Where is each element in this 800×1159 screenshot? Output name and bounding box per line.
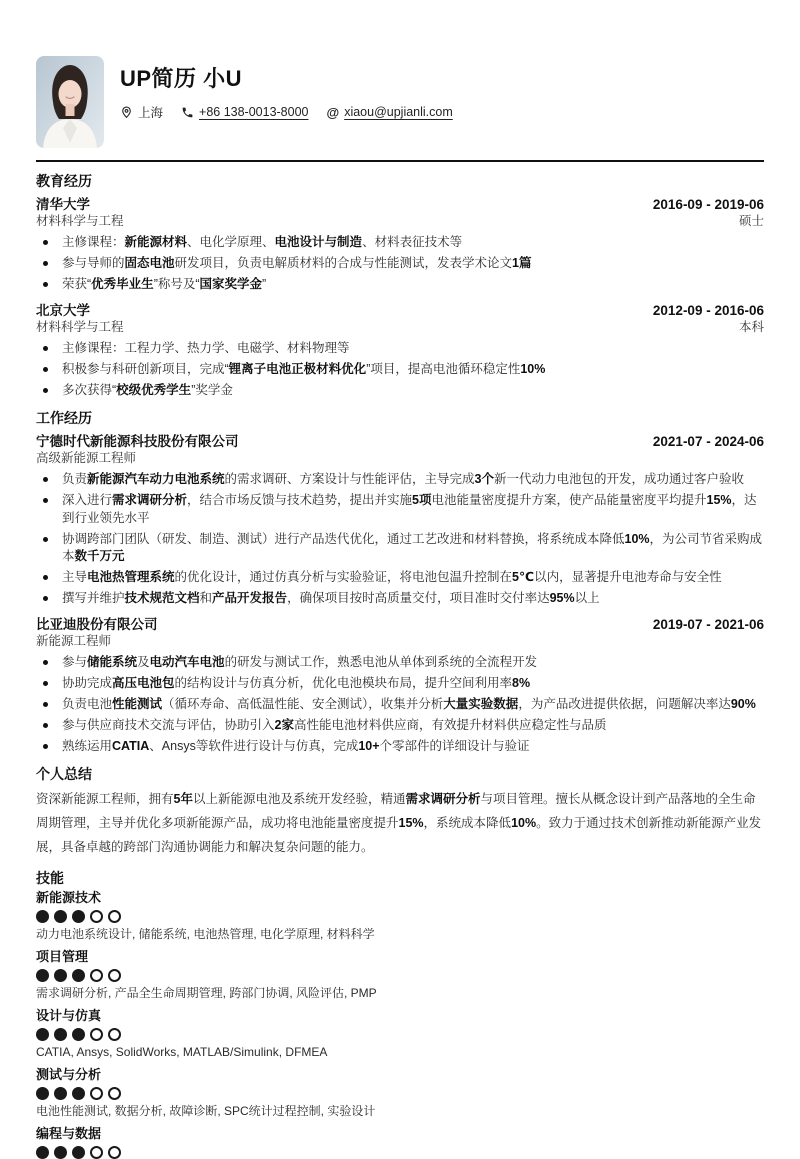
bullet-text: 负责电池性能测试（循环寿命、高低温性能、安全测试），收集并分析大量实验数据，为产品改进提供依据，问题解决率达90% bbox=[62, 696, 756, 711]
bullet-list bbox=[36, 340, 764, 400]
education-title: 教育经历 bbox=[36, 173, 92, 189]
bullet-text: 多次获得“校级优秀学生”奖学金 bbox=[62, 382, 233, 397]
skills-groups bbox=[36, 890, 764, 1159]
skill-dot-filled-icon bbox=[72, 910, 85, 923]
summary-title: 个人总结 bbox=[36, 766, 92, 782]
bullet-item bbox=[36, 276, 764, 294]
skill-dot-empty-icon bbox=[90, 969, 103, 982]
location-text: 上海 bbox=[138, 106, 164, 120]
bullet-text: 参与导师的固态电池研发项目，负责电解质材料的合成与性能测试，发表学术论文1篇 bbox=[62, 256, 532, 270]
bullet-item bbox=[36, 675, 764, 693]
skill-level-dots bbox=[36, 1028, 764, 1041]
bullet-dot-icon bbox=[43, 367, 48, 372]
work-entry bbox=[36, 617, 764, 756]
work-entries bbox=[36, 434, 764, 755]
bullet-text: 主导电池热管理系统的优化设计，通过仿真分析与实验验证，将电池包温升控制在5℃以内，显著提升电池寿命与安全性 bbox=[62, 570, 722, 584]
skill-name: 新能源技术 bbox=[36, 890, 102, 905]
skill-name: 项目管理 bbox=[36, 949, 89, 964]
skill-group bbox=[36, 1126, 764, 1159]
skill-desc: 需求调研分析, 产品全生命周期管理, 跨部门协调, 风险评估, PMP bbox=[36, 986, 377, 1000]
skill-dot-empty-icon bbox=[90, 1028, 103, 1041]
bullet-item bbox=[36, 738, 764, 756]
skill-dot-filled-icon bbox=[72, 969, 85, 982]
skill-level-dots bbox=[36, 969, 764, 982]
skill-desc: 电池性能测试, 数据分析, 故障诊断, SPC统计过程控制, 实验设计 bbox=[36, 1104, 376, 1118]
skill-dot-empty-icon bbox=[108, 1028, 121, 1041]
bullet-dot-icon bbox=[43, 346, 48, 351]
bullet-item bbox=[36, 590, 764, 608]
skill-dot-filled-icon bbox=[72, 1028, 85, 1041]
bullet-item bbox=[36, 492, 764, 527]
bullet-dot-icon bbox=[43, 477, 48, 482]
education-entry bbox=[36, 303, 764, 400]
degree: 硕士 bbox=[738, 214, 764, 228]
at-icon: @ bbox=[326, 104, 340, 120]
bullet-text: 深入进行需求调研分析，结合市场反馈与技术趋势，提出并实施5项电池能量密度提升方案，使产品能量密度平均提升15%，达到行业领先水平 bbox=[62, 493, 757, 525]
email-link[interactable]: xiaou@upjianli.com bbox=[344, 105, 453, 119]
bullet-text: 熟练运用CATIA、Ansys等软件进行设计与仿真，完成10+个零部件的详细设计与验证 bbox=[62, 738, 530, 753]
bullet-dot-icon bbox=[43, 744, 48, 749]
date-range: 2012-09 - 2016-06 bbox=[652, 302, 764, 318]
skill-group bbox=[36, 890, 764, 941]
skill-dot-filled-icon bbox=[54, 969, 67, 982]
location-pin-icon bbox=[120, 106, 133, 119]
bullet-item bbox=[36, 340, 764, 358]
bullet-dot-icon bbox=[43, 240, 48, 245]
bullet-text: 主修课程：工程力学、热力学、电磁学、材料物理等 bbox=[62, 340, 350, 355]
job-title: 高级新能源工程师 bbox=[36, 451, 137, 465]
bullet-text: 协助完成高压电池包的结构设计与仿真分析，优化电池模块布局，提升空间利用率8% bbox=[62, 675, 531, 690]
phone-icon bbox=[181, 106, 194, 119]
bullet-item bbox=[36, 569, 764, 587]
skill-dot-empty-icon bbox=[108, 1146, 121, 1159]
summary-section bbox=[36, 766, 764, 859]
skill-name: 设计与仿真 bbox=[36, 1008, 102, 1023]
entry-head bbox=[36, 303, 764, 319]
contact-row bbox=[120, 103, 453, 121]
entry-subhead bbox=[36, 214, 764, 229]
skill-name: 测试与分析 bbox=[36, 1067, 102, 1082]
phone-item bbox=[181, 105, 308, 119]
bullet-text: 荣获“优秀毕业生”称号及“国家奖学金” bbox=[62, 277, 267, 291]
education-entries bbox=[36, 197, 764, 399]
bullet-list bbox=[36, 654, 764, 756]
company-name: 宁德时代新能源科技股份有限公司 bbox=[36, 434, 239, 449]
summary-text: 资深新能源工程师，拥有5年以上新能源电池及系统开发经验，精通需求调研分析与项目管理。擅长从概念设计到产品落地的全生命周期管理，主导并优化多项新能源产品，成功将电池能量密度提升15%，系统成本降低10%。致力于通过技术创新推动新能源产业发展，具备卓越的跨部门沟通协调能力和解决复杂问题的能力。 bbox=[36, 792, 762, 854]
school-name: 北京大学 bbox=[36, 302, 90, 318]
skill-dot-filled-icon bbox=[54, 1087, 67, 1100]
skill-dot-filled-icon bbox=[54, 910, 67, 923]
bullet-dot-icon bbox=[43, 702, 48, 707]
bullet-item bbox=[36, 471, 764, 489]
degree: 本科 bbox=[738, 319, 764, 334]
bullet-text: 负责新能源汽车动力电池系统的需求调研、方案设计与性能评估，主导完成3个新一代动力电池包的开发，成功通过客户验收 bbox=[62, 472, 745, 486]
bullet-dot-icon bbox=[43, 537, 48, 542]
date-range: 2016-09 - 2019-06 bbox=[652, 197, 764, 212]
skill-dot-empty-icon bbox=[108, 1087, 121, 1100]
bullet-item bbox=[36, 234, 764, 252]
skill-dot-filled-icon bbox=[36, 1028, 49, 1041]
bullet-list bbox=[36, 234, 764, 294]
bullet-item bbox=[36, 654, 764, 672]
skill-dot-empty-icon bbox=[90, 1087, 103, 1100]
entry-head bbox=[36, 197, 764, 213]
bullet-text: 积极参与科研创新项目，完成“锂离子电池正极材料优化”项目，提高电池循环稳定性10% bbox=[62, 361, 546, 376]
company-name: 比亚迪股份有限公司 bbox=[36, 616, 158, 632]
date-range: 2021-07 - 2024-06 bbox=[652, 434, 764, 449]
location-item bbox=[120, 103, 163, 121]
skill-level-dots bbox=[36, 1146, 764, 1159]
date-range: 2019-07 - 2021-06 bbox=[652, 616, 764, 632]
bullet-dot-icon bbox=[43, 660, 48, 665]
bullet-item bbox=[36, 531, 764, 566]
skill-level-dots bbox=[36, 910, 764, 923]
bullet-dot-icon bbox=[43, 388, 48, 393]
entry-subhead bbox=[36, 634, 764, 649]
bullet-text: 主修课程：新能源材料、电化学原理、电池设计与制造、材料表征技术等 bbox=[62, 235, 463, 249]
major: 材料科学与工程 bbox=[36, 214, 124, 228]
profile-photo-illustration bbox=[36, 56, 104, 148]
skill-desc: CATIA, Ansys, SolidWorks, MATLAB/Simulink, DFMEA bbox=[36, 1045, 328, 1059]
header-info bbox=[120, 56, 453, 148]
major: 材料科学与工程 bbox=[36, 319, 124, 334]
school-name: 清华大学 bbox=[36, 197, 90, 212]
skill-dot-filled-icon bbox=[54, 1146, 67, 1159]
skill-dot-filled-icon bbox=[54, 1028, 67, 1041]
bullet-list bbox=[36, 471, 764, 608]
email-item bbox=[327, 105, 453, 119]
skill-group bbox=[36, 1008, 764, 1059]
skill-dot-empty-icon bbox=[90, 1146, 103, 1159]
education-section bbox=[36, 173, 764, 399]
skill-name: 编程与数据 bbox=[36, 1126, 102, 1141]
entry-subhead bbox=[36, 320, 764, 335]
header-divider bbox=[36, 160, 764, 162]
bullet-dot-icon bbox=[43, 681, 48, 686]
skill-dot-empty-icon bbox=[108, 969, 121, 982]
bullet-item bbox=[36, 361, 764, 379]
bullet-dot-icon bbox=[43, 261, 48, 266]
skills-section bbox=[36, 870, 764, 1159]
entry-subhead bbox=[36, 451, 764, 466]
skill-dot-filled-icon bbox=[72, 1087, 85, 1100]
bullet-item bbox=[36, 717, 764, 735]
bullet-dot-icon bbox=[43, 723, 48, 728]
skill-group bbox=[36, 1067, 764, 1118]
bullet-text: 参与储能系统及电动汽车电池的研发与测试工作，熟悉电池从单体到系统的全流程开发 bbox=[62, 654, 538, 669]
profile-photo bbox=[36, 56, 104, 148]
skill-dot-empty-icon bbox=[108, 910, 121, 923]
skill-dot-empty-icon bbox=[90, 910, 103, 923]
skill-dot-filled-icon bbox=[36, 1087, 49, 1100]
bullet-text: 协调跨部门团队（研发、制造、测试）进行产品迭代优化，通过工艺改进和材料替换，将系统成本降低10%，为公司节省采购成本数千万元 bbox=[62, 531, 763, 563]
bullet-text: 参与供应商技术交流与评估，协助引入2家高性能电池材料供应商，有效提升材料供应稳定性与品质 bbox=[62, 717, 607, 732]
bullet-item bbox=[36, 382, 764, 400]
candidate-name: UP简历 小U bbox=[120, 66, 243, 91]
skill-dot-filled-icon bbox=[36, 910, 49, 923]
skill-dot-filled-icon bbox=[36, 1146, 49, 1159]
skill-desc: 动力电池系统设计, 储能系统, 电池热管理, 电化学原理, 材料科学 bbox=[36, 927, 375, 941]
skill-group bbox=[36, 949, 764, 1000]
work-section bbox=[36, 410, 764, 755]
phone-link[interactable]: +86 138-0013-8000 bbox=[199, 105, 309, 119]
work-title: 工作经历 bbox=[36, 410, 92, 426]
bullet-dot-icon bbox=[43, 498, 48, 503]
work-entry bbox=[36, 434, 764, 608]
entry-head bbox=[36, 434, 764, 450]
skill-dot-filled-icon bbox=[36, 969, 49, 982]
resume-header bbox=[36, 56, 764, 148]
bullet-dot-icon bbox=[43, 282, 48, 287]
bullet-dot-icon bbox=[43, 575, 48, 580]
job-title: 新能源工程师 bbox=[36, 633, 112, 648]
skill-dot-filled-icon bbox=[72, 1146, 85, 1159]
bullet-dot-icon bbox=[43, 596, 48, 601]
skills-title: 技能 bbox=[36, 870, 64, 886]
bullet-item bbox=[36, 696, 764, 714]
education-entry bbox=[36, 197, 764, 294]
skill-level-dots bbox=[36, 1087, 764, 1100]
entry-head bbox=[36, 617, 764, 633]
bullet-item bbox=[36, 255, 764, 273]
bullet-text: 撰写并维护技术规范文档和产品开发报告，确保项目按时高质量交付，项目准时交付率达95%以上 bbox=[62, 591, 600, 605]
